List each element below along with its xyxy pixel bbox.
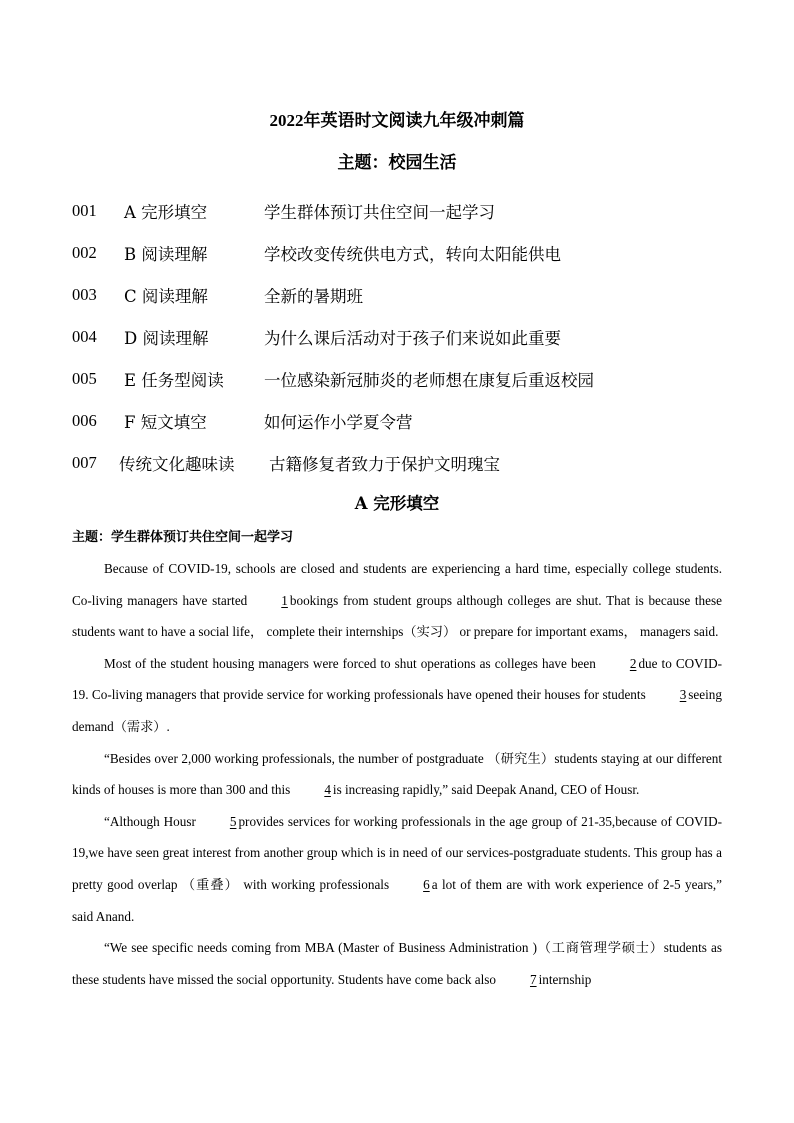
- blank-5: 5: [229, 813, 237, 829]
- toc-number: 003: [72, 285, 97, 304]
- blank-3: 3: [679, 687, 687, 703]
- toc-row: [72, 400, 732, 442]
- text-run: a lot of them are with work experience of 2-5 years,” said Anand.: [72, 876, 722, 924]
- document-title: 2022年英语时文阅读九年级冲刺篇: [269, 111, 525, 130]
- toc-section: F 短文填空: [124, 413, 207, 432]
- text-run: bookings from student groups although colleges are shut. That is because these students want to have a social life， complete their internships（实习） or prepare for important exams， managers said.: [72, 592, 722, 640]
- text-run: is increasing rapidly,” said Deepak Anand, CEO of Housr.: [332, 782, 640, 798]
- text-run: “We see specific needs coming from MBA (Master of Business Administration )（工商管理学硕士）students as these students have missed the social opportunity. Students have come back also: [72, 940, 722, 987]
- text-run: “Although Housr: [104, 813, 196, 829]
- toc-row: [72, 274, 732, 316]
- toc-section: E 任务型阅读: [124, 371, 224, 390]
- toc-topic: 学校改变传统供电方式，转向太阳能供电: [264, 245, 561, 264]
- blank-1: 1: [281, 592, 288, 608]
- paragraph: [72, 806, 722, 932]
- blank-4: 4: [324, 782, 331, 798]
- paragraph: [72, 932, 722, 995]
- paragraph: [72, 743, 722, 806]
- text-run: Most of the student housing managers were forced to shut operations as colleges have been: [104, 655, 596, 671]
- paragraph: [72, 553, 722, 648]
- table-of-contents: [72, 190, 732, 484]
- section-heading: A 完形填空: [354, 494, 440, 513]
- blank-2: 2: [629, 655, 637, 671]
- toc-number: 006: [72, 411, 97, 430]
- toc-section: B 阅读理解: [124, 245, 208, 264]
- toc-row: [72, 232, 732, 274]
- text-run: provides services for working professionals in the age group of 21-35,because of COVID-19,we have seen great interest from another group which is in need of our services-postgraduate students. This group has a pretty good overlap （重叠） with working professionals: [72, 813, 722, 892]
- toc-row: [72, 442, 732, 484]
- toc-topic: 学生群体预订共住空间一起学习: [264, 203, 495, 222]
- toc-section: D 阅读理解: [124, 329, 209, 348]
- toc-row: [72, 316, 732, 358]
- toc-section: 传统文化趣味读: [119, 455, 235, 474]
- toc-number: 007: [72, 453, 97, 472]
- toc-topic: 如何运作小学夏令营: [264, 413, 413, 432]
- blank-6: 6: [423, 876, 430, 892]
- toc-number: 001: [72, 201, 97, 220]
- toc-topic: 全新的暑期班: [264, 287, 363, 306]
- text-run: due to COVID-19. Co-living managers that provide service for working professionals have opened their houses for students: [72, 655, 722, 703]
- toc-number: 005: [72, 369, 97, 388]
- toc-topic: 古籍修复者致力于保护文明瑰宝: [269, 455, 500, 474]
- text-run: seeing demand（需求）.: [72, 687, 722, 734]
- text-run: internship: [538, 971, 592, 987]
- toc-number: 002: [72, 243, 97, 262]
- toc-row: [72, 358, 732, 400]
- toc-topic: 一位感染新冠肺炎的老师想在康复后重返校园: [264, 371, 594, 390]
- section-theme: 主题：学生群体预订共住空间一起学习: [72, 530, 294, 545]
- document-subtitle: 主题：校园生活: [337, 153, 457, 173]
- toc-number: 004: [72, 327, 97, 346]
- toc-row: [72, 190, 732, 232]
- blank-7: 7: [529, 971, 537, 987]
- toc-topic: 为什么课后活动对于孩子们来说如此重要: [264, 329, 561, 348]
- text-run: Because of COVID-19, schools are closed and students are experiencing a hard time, especially college students. Co-living managers have started: [72, 561, 722, 608]
- text-run: “Besides over 2,000 working professionals, the number of postgraduate （研究生）students staying at our different kinds of houses is more than 300 and this: [72, 750, 722, 798]
- paragraph: [72, 648, 722, 743]
- toc-section: A 完形填空: [124, 203, 208, 222]
- passage: [72, 553, 722, 995]
- toc-section: C 阅读理解: [124, 287, 208, 306]
